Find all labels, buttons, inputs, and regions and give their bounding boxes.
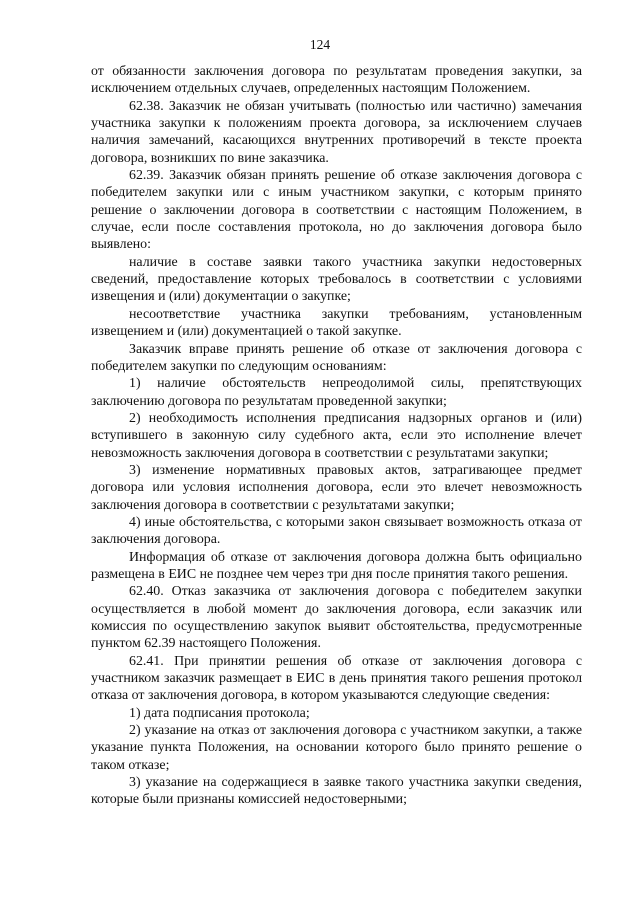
paragraph: 3) указание на содержащиеся в заявке такого участника закупки сведения, которые были признаны комиссией недостоверными;	[91, 775, 582, 808]
paragraph: 1) наличие обстоятельств непреодолимой силы, препятствующих заключению договора по результатам проведенной закупки;	[91, 376, 582, 409]
paragraph: Информация об отказе от заключения договора должна быть официально размещена в ЕИС не позднее чем через три дня после принятия такого решения.	[91, 549, 582, 582]
paragraph: несоответствие участника закупки требованиям, установленным извещением и (или) документацией о такой закупке.	[91, 306, 582, 340]
page-number: 124	[309, 37, 331, 52]
paragraph: 1) дата подписания протокола;	[129, 705, 310, 721]
paragraph: 4) иные обстоятельства, с которыми закон связывает возможность отказа от заключения договора.	[91, 514, 582, 548]
paragraph: 2) указание на отказ от заключения договора с участником закупки, а также указание пункта Положения, на основании которого было принято решение о таком отказе;	[91, 723, 582, 773]
paragraph: наличие в составе заявки такого участника закупки недостоверных сведений, предоставление которых требовалось в соответствии с условиями извещения и (или) документации о закупке;	[91, 254, 582, 305]
paragraph: 2) необходимость исполнения предписания надзорных органов и (или) вступившего в законную силу судебного акта, если это исполнение влечет невозможность заключения договора в соответствии с результатами закупки;	[91, 410, 582, 461]
paragraph: 3) изменение нормативных правовых актов, затрагивающее предмет договора или условия исполнения договора, если это влечет невозможность заключения договора в соответствии с результатами закупки;	[91, 462, 582, 513]
paragraph: 62.38. Заказчик не обязан учитывать (полностью или частично) замечания участника закупки к положениям проекта договора, за исключением случаев наличия замечаний, касающихся внутренних противоречий в тексте проекта договора, возникших по вине заказчика.	[91, 98, 582, 166]
paragraph: 62.40. Отказ заказчика от заключения договора с победителем закупки осуществляется в любой момент до заключения договора, если заказчик или комиссия по осуществлению закупок выявит обстоятельства, предусмотренные пунктом 62.39 настоящего Положения.	[91, 584, 582, 652]
paragraph: 62.39. Заказчик обязан принять решение об отказе заключения договора с победителем закупки или с иным участником закупки, с которым принято решение о заключении договора в соответствии с настоящим Положением, в случае, если после составления протокола, но до заключения договора было выявлено:	[91, 168, 582, 253]
paragraph: Заказчик вправе принять решение об отказе от заключения договора с победителем закупки по следующим основаниям:	[91, 341, 582, 374]
paragraph: от обязанности заключения договора по результатам проведения закупки, за исключением отдельных случаев, определенных настоящим Положением.	[91, 64, 582, 97]
document-body	[91, 63, 582, 809]
paragraph: 62.41. При принятии решения об отказе от заключения договора с участником заказчик размещает в ЕИС в день принятия такого решения протокол отказа от заключения договора, в котором указываются следующие сведения:	[91, 653, 582, 704]
